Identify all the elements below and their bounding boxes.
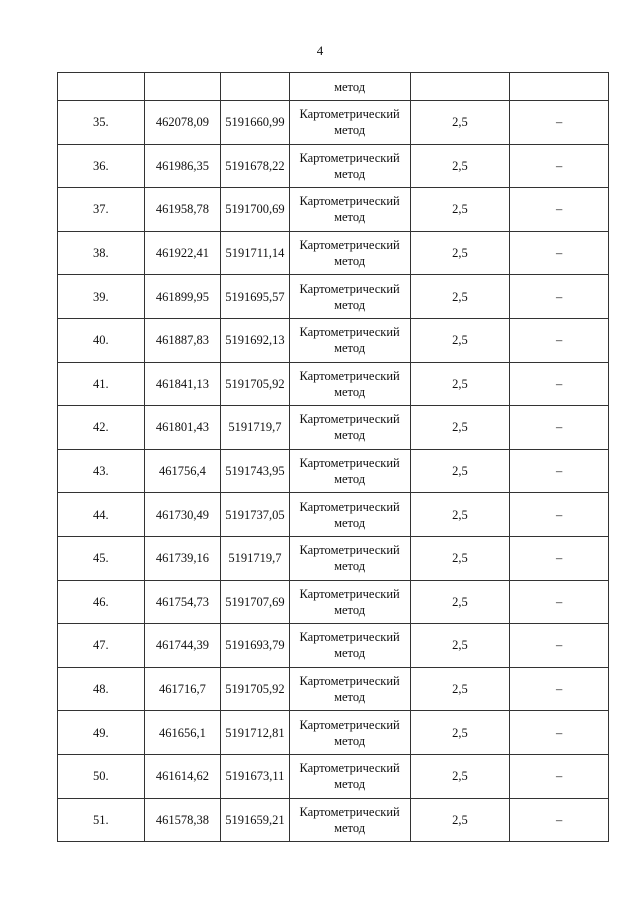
cell-y: 5191711,14 <box>221 231 289 275</box>
method-line-2: метод <box>334 646 366 661</box>
method-line-1: Картометрический <box>299 107 400 122</box>
cell-num: 44. <box>58 493 145 537</box>
cell-num: 35. <box>58 101 145 145</box>
cell-method <box>289 188 410 232</box>
cell-accuracy: 2,5 <box>410 188 510 232</box>
cell-x: 461754,73 <box>144 580 221 624</box>
method-line-2: метод <box>334 472 366 487</box>
cell-accuracy: 2,5 <box>410 754 510 798</box>
method-line-2: метод <box>334 690 366 705</box>
cell-note: – <box>510 275 609 319</box>
table-row <box>58 231 609 275</box>
cell-x: 462078,09 <box>144 101 221 145</box>
cell-method <box>289 275 410 319</box>
cell-note: – <box>510 188 609 232</box>
cell-num: 50. <box>58 754 145 798</box>
method-line-2: метод <box>334 428 366 443</box>
method-line-2: метод <box>334 559 366 574</box>
method-line-1: Картометрический <box>299 194 400 209</box>
table-row <box>58 667 609 711</box>
cell-note: – <box>510 667 609 711</box>
table-row <box>58 144 609 188</box>
cell-method <box>289 711 410 755</box>
cell-accuracy: 2,5 <box>410 711 510 755</box>
cell-y: 5191700,69 <box>221 188 289 232</box>
method-line-1: Картометрический <box>299 150 400 165</box>
table-row <box>58 318 609 362</box>
cell-num: 46. <box>58 580 145 624</box>
page-number: 4 <box>316 43 324 58</box>
method-line-1: Картометрический <box>299 238 400 253</box>
method-line-1: Картометрический <box>299 325 400 340</box>
method-line-1: Картометрический <box>299 456 400 471</box>
method-line-1: Картометрический <box>299 543 400 558</box>
cell-method <box>289 231 410 275</box>
cell-method <box>289 580 410 624</box>
cell-y: 5191705,92 <box>221 667 289 711</box>
table-row <box>58 275 609 319</box>
method-line-1: Картометрический <box>299 804 400 819</box>
table-row <box>58 711 609 755</box>
method-line-1: Картометрический <box>299 717 400 732</box>
cell-y: 5191707,69 <box>221 580 289 624</box>
cell-method <box>289 318 410 362</box>
method-line-2: метод <box>334 733 366 748</box>
cell-x: 461756,4 <box>144 449 221 493</box>
cell-accuracy: 2,5 <box>410 667 510 711</box>
cell-note: – <box>510 231 609 275</box>
cell-num: 42. <box>58 406 145 450</box>
method-line-1: Картометрический <box>299 630 400 645</box>
cell-note: – <box>510 318 609 362</box>
coordinates-table <box>57 72 609 842</box>
cell-y: 5191692,13 <box>221 318 289 362</box>
cell-accuracy: 2,5 <box>410 318 510 362</box>
cell-x: 461922,41 <box>144 231 221 275</box>
method-line-2: метод <box>334 777 366 792</box>
cell-y: 5191737,05 <box>221 493 289 537</box>
method-line-1: Картометрический <box>299 499 400 514</box>
method-line-1: Картометрический <box>299 586 400 601</box>
table-row <box>58 536 609 580</box>
cell-accuracy: 2,5 <box>410 580 510 624</box>
cell-method: метод <box>289 73 410 101</box>
method-line-2: метод <box>334 210 366 225</box>
coordinates-table-body <box>58 73 609 842</box>
cell-y <box>221 73 289 101</box>
cell-note: – <box>510 711 609 755</box>
cell-method <box>289 624 410 668</box>
cell-y: 5191659,21 <box>221 798 289 842</box>
cell-y: 5191719,7 <box>221 406 289 450</box>
cell-method <box>289 449 410 493</box>
cell-y: 5191705,92 <box>221 362 289 406</box>
method-line-2: метод <box>334 820 366 835</box>
cell-y: 5191712,81 <box>221 711 289 755</box>
cell-note: – <box>510 406 609 450</box>
cell-num: 39. <box>58 275 145 319</box>
table-row <box>58 101 609 145</box>
table-row <box>58 406 609 450</box>
cell-x: 461716,7 <box>144 667 221 711</box>
cell-note: – <box>510 580 609 624</box>
cell-accuracy: 2,5 <box>410 231 510 275</box>
method-line-1: Картометрический <box>299 761 400 776</box>
cell-y: 5191693,79 <box>221 624 289 668</box>
cell-num: 51. <box>58 798 145 842</box>
cell-accuracy <box>410 73 510 101</box>
table-row-continuation <box>58 73 609 101</box>
cell-accuracy: 2,5 <box>410 101 510 145</box>
cell-method <box>289 536 410 580</box>
method-line-2: метод <box>334 297 366 312</box>
cell-method <box>289 667 410 711</box>
method-line-2: метод <box>334 515 366 530</box>
table-row <box>58 580 609 624</box>
cell-note: – <box>510 449 609 493</box>
cell-num: 47. <box>58 624 145 668</box>
cell-num: 45. <box>58 536 145 580</box>
cell-method <box>289 754 410 798</box>
cell-num: 36. <box>58 144 145 188</box>
cell-num <box>58 73 145 101</box>
cell-y: 5191695,57 <box>221 275 289 319</box>
table-row <box>58 624 609 668</box>
cell-method <box>289 362 410 406</box>
cell-y: 5191660,99 <box>221 101 289 145</box>
cell-x: 461739,16 <box>144 536 221 580</box>
cell-num: 40. <box>58 318 145 362</box>
table-row <box>58 188 609 232</box>
method-line-1: Картометрический <box>299 281 400 296</box>
cell-note: – <box>510 144 609 188</box>
cell-note <box>510 73 609 101</box>
cell-num: 38. <box>58 231 145 275</box>
cell-x: 461958,78 <box>144 188 221 232</box>
cell-y: 5191678,22 <box>221 144 289 188</box>
cell-accuracy: 2,5 <box>410 493 510 537</box>
cell-x: 461801,43 <box>144 406 221 450</box>
cell-accuracy: 2,5 <box>410 275 510 319</box>
method-line-2: метод <box>334 384 366 399</box>
cell-num: 49. <box>58 711 145 755</box>
table-row <box>58 493 609 537</box>
cell-x: 461899,95 <box>144 275 221 319</box>
cell-x: 461614,62 <box>144 754 221 798</box>
cell-x: 461841,13 <box>144 362 221 406</box>
cell-accuracy: 2,5 <box>410 406 510 450</box>
cell-x: 461656,1 <box>144 711 221 755</box>
method-line-2: метод <box>334 254 366 269</box>
cell-accuracy: 2,5 <box>410 449 510 493</box>
cell-x: 461744,39 <box>144 624 221 668</box>
cell-accuracy: 2,5 <box>410 362 510 406</box>
cell-note: – <box>510 798 609 842</box>
method-line-2: метод <box>334 602 366 617</box>
cell-note: – <box>510 362 609 406</box>
method-line-1: Картометрический <box>299 368 400 383</box>
cell-note: – <box>510 624 609 668</box>
table-row <box>58 362 609 406</box>
method-line-1: Картометрический <box>299 674 400 689</box>
cell-y: 5191743,95 <box>221 449 289 493</box>
cell-method <box>289 493 410 537</box>
cell-method <box>289 144 410 188</box>
cell-accuracy: 2,5 <box>410 536 510 580</box>
cell-num: 48. <box>58 667 145 711</box>
table-row <box>58 798 609 842</box>
method-line-2: метод <box>334 341 366 356</box>
method-line-2: метод <box>334 166 366 181</box>
cell-accuracy: 2,5 <box>410 144 510 188</box>
cell-num: 43. <box>58 449 145 493</box>
cell-method <box>289 101 410 145</box>
cell-num: 41. <box>58 362 145 406</box>
cell-note: – <box>510 754 609 798</box>
cell-num: 37. <box>58 188 145 232</box>
cell-note: – <box>510 493 609 537</box>
cell-note: – <box>510 536 609 580</box>
table-row <box>58 449 609 493</box>
cell-x: 461578,38 <box>144 798 221 842</box>
table-row <box>58 754 609 798</box>
cell-note: – <box>510 101 609 145</box>
cell-x: 461730,49 <box>144 493 221 537</box>
cell-y: 5191673,11 <box>221 754 289 798</box>
cell-x: 461986,35 <box>144 144 221 188</box>
cell-accuracy: 2,5 <box>410 624 510 668</box>
cell-method <box>289 798 410 842</box>
cell-accuracy: 2,5 <box>410 798 510 842</box>
cell-x <box>144 73 221 101</box>
method-line-1: Картометрический <box>299 412 400 427</box>
cell-method <box>289 406 410 450</box>
cell-y: 5191719,7 <box>221 536 289 580</box>
cell-x: 461887,83 <box>144 318 221 362</box>
method-line-2: метод <box>334 123 366 138</box>
